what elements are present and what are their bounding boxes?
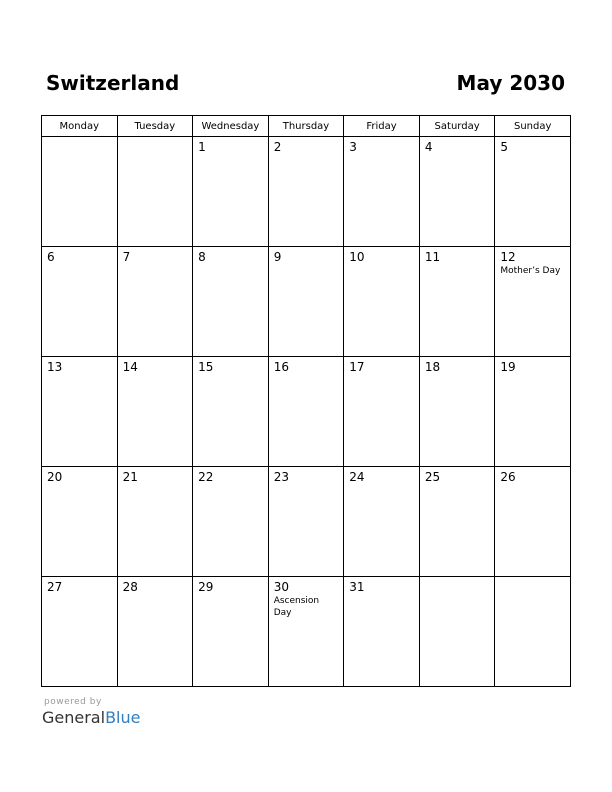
day-cell	[495, 137, 571, 247]
generalblue-logo[interactable]	[42, 708, 140, 728]
day-cell	[42, 247, 118, 357]
day-number: 26	[500, 470, 516, 484]
week-row	[42, 137, 571, 247]
day-number: 28	[122, 580, 138, 594]
day-number: 1	[198, 140, 206, 154]
day-number: 23	[273, 470, 289, 484]
day-number: 14	[122, 360, 138, 374]
weekday-header-tuesday: Tuesday	[117, 116, 193, 137]
day-cell	[268, 357, 344, 467]
day-number: 16	[273, 360, 289, 374]
weekday-header-saturday: Saturday	[419, 116, 495, 137]
empty-day-cell	[495, 577, 571, 687]
day-number: 29	[198, 580, 214, 594]
day-number: 21	[122, 470, 138, 484]
day-number: 27	[47, 580, 63, 594]
day-cell	[193, 357, 269, 467]
day-number: 8	[198, 250, 206, 264]
day-cell	[268, 137, 344, 247]
day-number: 31	[349, 580, 365, 594]
day-number: 6	[47, 250, 55, 264]
day-cell	[193, 247, 269, 357]
day-cell	[344, 137, 420, 247]
day-cell	[193, 577, 269, 687]
day-cell	[495, 467, 571, 577]
day-cell	[344, 467, 420, 577]
day-cell	[344, 577, 420, 687]
day-cell	[344, 357, 420, 467]
weekday-header-monday: Monday	[42, 116, 118, 137]
week-row	[42, 577, 571, 687]
day-cell	[268, 577, 344, 687]
day-cell	[117, 357, 193, 467]
day-cell	[42, 467, 118, 577]
day-number: 15	[198, 360, 214, 374]
holiday-label: Ascension Day	[273, 596, 320, 618]
holiday-label: Mother’s Day	[500, 266, 561, 276]
day-cell	[117, 577, 193, 687]
day-cell	[193, 137, 269, 247]
weekday-header-friday: Friday	[344, 116, 420, 137]
day-cell	[419, 357, 495, 467]
day-cell	[495, 247, 571, 357]
week-row	[42, 467, 571, 577]
day-number: 9	[273, 250, 282, 264]
day-number: 20	[47, 470, 63, 484]
day-number: 30	[273, 580, 289, 594]
day-cell	[193, 467, 269, 577]
day-number: 7	[122, 250, 131, 264]
calendar-grid	[41, 115, 571, 687]
logo-text-general: General	[42, 708, 106, 727]
country-title: Switzerland	[46, 71, 180, 95]
day-number: 5	[500, 140, 509, 154]
day-cell	[419, 467, 495, 577]
day-number: 11	[424, 250, 441, 264]
week-row	[42, 247, 571, 357]
logo-text-blue: Blue	[105, 708, 141, 727]
weekday-header-sunday: Sunday	[495, 116, 571, 137]
day-cell	[344, 247, 420, 357]
empty-day-cell	[117, 137, 193, 247]
day-number: 25	[424, 470, 441, 484]
day-number: 17	[349, 360, 365, 374]
weekday-header-wednesday: Wednesday	[193, 116, 269, 137]
day-cell	[419, 137, 495, 247]
empty-day-cell	[419, 577, 495, 687]
month-year-title: May 2030	[456, 71, 565, 95]
day-cell	[419, 247, 495, 357]
weekday-header-row	[42, 116, 571, 137]
day-number: 22	[198, 470, 214, 484]
day-number: 18	[424, 360, 441, 374]
day-number: 2	[273, 140, 282, 154]
day-cell	[42, 357, 118, 467]
day-number: 12	[500, 250, 516, 264]
empty-day-cell	[42, 137, 118, 247]
day-number: 4	[424, 140, 433, 154]
day-cell	[117, 247, 193, 357]
day-cell	[268, 247, 344, 357]
day-cell	[268, 467, 344, 577]
day-number: 10	[349, 250, 365, 264]
week-row	[42, 357, 571, 467]
day-cell	[42, 577, 118, 687]
day-cell	[495, 357, 571, 467]
day-cell	[117, 467, 193, 577]
day-number: 19	[500, 360, 516, 374]
powered-by-label: powered by	[44, 697, 102, 707]
weekday-header-thursday: Thursday	[268, 116, 344, 137]
day-number: 13	[47, 360, 63, 374]
day-number: 3	[349, 140, 357, 154]
day-number: 24	[349, 470, 365, 484]
